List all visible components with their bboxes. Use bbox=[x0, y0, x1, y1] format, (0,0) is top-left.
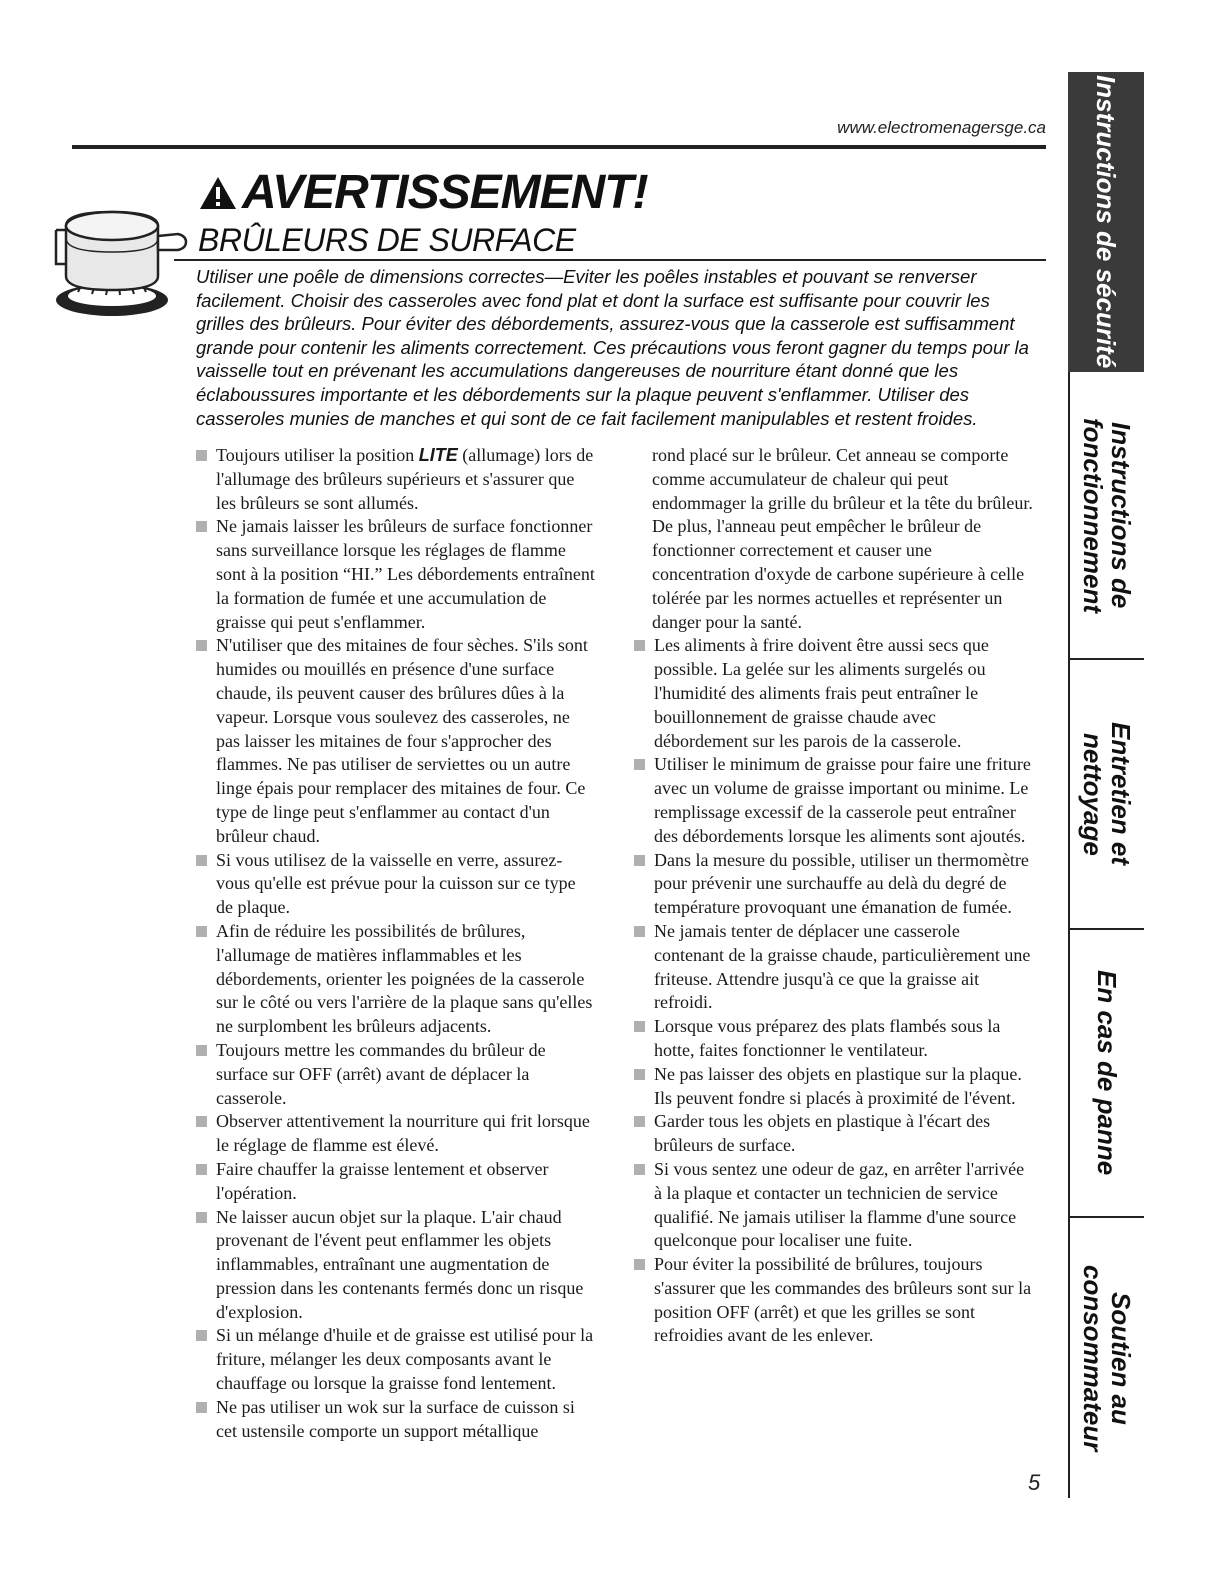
tab-label: Soutien au consommateur bbox=[1078, 1264, 1136, 1452]
page-number: 5 bbox=[1028, 1470, 1041, 1495]
warning-intro: Utiliser une poêle de dimensions correctes—Eviter les poêles instables et pouvant se renverser facilement. Choisir des casseroles avec fond plat et dont la surface est suffisante pour couvrir les grilles des brûleurs. Pour éviter des débordements, assurez-vous que la casserole est suffisamment grande pour contenir les aliments correctement. Ces précautions vous feront gagner du temps pour la vaisselle tout en prévenant les accumulations dangereuses de nourriture étant donné que les éclaboussures importante et les débordements sur la plaque peuvent s'enflammer. Utiliser des casseroles munies de manches et qui sont de ce fait facilement manipulables et restent froides. bbox=[196, 266, 1029, 429]
list-item-text: Toujours mettre les commandes du brûleur de surface sur OFF (arrêt) avant de déplacer la casserole. bbox=[216, 1039, 546, 1108]
bullet-square-icon bbox=[634, 640, 645, 651]
tab-troubleshooting[interactable] bbox=[1068, 930, 1144, 1216]
list-item-text: Ne jamais tenter de déplacer une casserole contenant de la graisse chaude, particulièrement une friteuse. Attendre jusqu'à ce que la graisse ait refroidi. bbox=[654, 920, 1031, 1013]
bullet-square-icon bbox=[196, 1116, 207, 1127]
list-item-text: Si un mélange d'huile et de graisse est utilisé pour la friture, mélanger les deux composants avant le chauffage ou lorsque la graisse fond lentement. bbox=[216, 1325, 594, 1394]
header-rule bbox=[72, 145, 1046, 149]
bullet-square-icon bbox=[196, 640, 207, 651]
subtitle-rule bbox=[174, 259, 1046, 261]
list-item-text: Si vous sentez une odeur de gaz, en arrêter l'arrivée à la plaque et contacter un technicien de service qualifié. Ne jamais utiliser la flamme d'une source quelconque pour localiser une fuite. bbox=[654, 1158, 1025, 1251]
list-item bbox=[196, 634, 596, 848]
list-item-continuation: rond placé sur le brûleur. Cet anneau se comporte comme accumulateur de chaleur qui peut endommager la grille du brûleur et la tête du brûleur. De plus, l'anneau peut empêcher le brûleur de fonctionner correctement et causer une concentration d'oxyde de carbone supérieure à celle tolérée par les normes actuelles et représenter un danger pour la santé. bbox=[652, 445, 1033, 632]
list-item bbox=[634, 920, 1034, 1015]
bullet-square-icon bbox=[196, 521, 207, 532]
bullet-square-icon bbox=[634, 855, 645, 866]
bullet-square-icon bbox=[196, 1330, 207, 1341]
list-item-text: Ne jamais laisser les brûleurs de surface fonctionner sans surveillance lorsque les réglages de flamme sont à la position “HI.” Les débordements entraînent la formation de fumée et une accumulation de graisse qui peut s'enflammer. bbox=[216, 516, 595, 632]
list-item bbox=[634, 1253, 1034, 1348]
list-item-text: Dans la mesure du possible, utiliser un thermomètre pour prévenir une surchauffe au delà du degré de température provoquant une émanation de fumée. bbox=[654, 849, 1029, 918]
section-tabs bbox=[1068, 72, 1144, 1498]
list-item bbox=[196, 849, 596, 920]
warning-title-text: AVERTISSEMENT! bbox=[242, 166, 648, 219]
warning-triangle-icon bbox=[198, 175, 238, 211]
bullet-square-icon bbox=[634, 1069, 645, 1080]
tab-care-and-cleaning[interactable] bbox=[1068, 660, 1144, 928]
bullet-square-icon bbox=[634, 759, 645, 770]
list-item-text: Garder tous les objets en plastique à l'écart des brûleurs de surface. bbox=[654, 1111, 991, 1156]
list-item bbox=[196, 444, 596, 515]
list-item-text: Ne pas laisser des objets en plastique sur la plaque. Ils peuvent fondre si placés à proximité de l'évent. bbox=[654, 1063, 1022, 1108]
list-item bbox=[634, 753, 1034, 848]
bullet-square-icon bbox=[196, 1045, 207, 1056]
list-item bbox=[196, 1206, 596, 1325]
list-item bbox=[634, 1110, 1034, 1158]
list-item bbox=[196, 1110, 596, 1158]
bullet-square-icon bbox=[634, 926, 645, 937]
list-item-text: Faire chauffer la graisse lentement et observer l'opération. bbox=[216, 1158, 549, 1203]
list-item bbox=[196, 1039, 596, 1110]
list-item bbox=[196, 515, 596, 634]
tab-label: En cas de panne bbox=[1092, 970, 1122, 1176]
list-item bbox=[634, 634, 1034, 753]
list-item-text: Afin de réduire les possibilités de brûlures, l'allumage de matières inflammables et les débordements, orienter les poignées de la casserole sur le côté ou vers l'arrière de la plaque sans qu'elles ne surplombent les brûleurs adjacents. bbox=[216, 920, 593, 1037]
bullet-square-icon bbox=[196, 450, 207, 461]
list-item bbox=[634, 1015, 1034, 1063]
list-item bbox=[196, 1324, 596, 1395]
list-item-text: Observer attentivement la nourriture qui frit lorsque le réglage de flamme est élevé. bbox=[216, 1111, 590, 1156]
tab-safety-instructions[interactable] bbox=[1068, 72, 1144, 372]
bullet-square-icon bbox=[634, 1116, 645, 1127]
left-column bbox=[196, 444, 596, 1443]
tab-label: Instructions de sécurité bbox=[1091, 75, 1121, 369]
bullet-square-icon bbox=[634, 1021, 645, 1032]
warning-header bbox=[198, 168, 648, 258]
tab-consumer-support[interactable] bbox=[1068, 1218, 1144, 1498]
tab-label: Instructions de fonctionnement bbox=[1078, 417, 1136, 613]
list-item bbox=[634, 1063, 1034, 1111]
bullet-square-icon bbox=[634, 1259, 645, 1270]
bullet-square-icon bbox=[634, 1164, 645, 1175]
right-column bbox=[634, 444, 1034, 1348]
list-item bbox=[196, 1158, 596, 1206]
list-item-text: Ne laisser aucun objet sur la plaque. L'air chaud provenant de l'évent peut enflammer les objets inflammables, entraînant une augmentation de pression dans les contenants fermés donc un risque d'explosion. bbox=[216, 1206, 584, 1322]
bullet-square-icon bbox=[196, 1164, 207, 1175]
list-item-text: Utiliser le minimum de graisse pour faire une friture avec un volume de graisse important ou minime. Le remplissage excessif de la casserole peut entraîner des débordements lorsque les aliments sont ajoutés. bbox=[654, 754, 1031, 846]
list-item bbox=[196, 920, 596, 1039]
website-url: www.electromenagersge.ca bbox=[837, 118, 1046, 137]
list-item-text: Pour éviter la possibilité de brûlures, toujours s'assurer que les commandes des brûleurs sont sur la position OFF (arrêt) et que les grilles se sont refroidies avant de les enlever. bbox=[654, 1254, 1032, 1346]
cooking-pot-icon bbox=[52, 192, 192, 322]
bullet-square-icon bbox=[196, 1402, 207, 1413]
list-item-text: N'utiliser que des mitaines de four sèches. S'ils sont humides ou mouillés en présence d'une surface chaude, ils peuvent causer des brûlures dûes à la vapeur. Lorsque vous soulevez des casseroles, ne pas laisser les mitaines de four s'approcher des flammes. Ne pas utiliser de serviettes ou un autre linge épais pour remplacer des mitaines de four. Ce type de linge peut s'enflammer au contact d'un brûleur chaud. bbox=[216, 635, 588, 846]
bullet-square-icon bbox=[196, 855, 207, 866]
list-item-text: Lorsque vous préparez des plats flambés sous la hotte, faites fonctionner le ventilateur. bbox=[654, 1016, 1001, 1060]
tab-operating-instructions[interactable] bbox=[1068, 372, 1144, 658]
list-item-text: Ne pas utiliser un wok sur la surface de cuisson si cet ustensile comporte un support métallique bbox=[216, 1396, 575, 1441]
bullet-square-icon bbox=[196, 1212, 207, 1223]
warning-title bbox=[198, 168, 648, 218]
list-item-text: Les aliments à frire doivent être aussi secs que possible. La gelée sur les aliments surgelés ou l'humidité des aliments frais peut entraîner le bouillonnement de graisse chaude avec débordement sur les parois de la casserole. bbox=[654, 635, 989, 751]
list-item bbox=[634, 849, 1034, 920]
list-item-text: (allumage) lors de l'allumage des brûleurs supérieurs et s'assurer que les brûleurs se sont allumés. bbox=[216, 445, 594, 513]
lite-label: LITE bbox=[418, 445, 458, 465]
list-item bbox=[196, 1396, 596, 1444]
warning-subtitle: BRÛLEURS DE SURFACE bbox=[198, 222, 576, 258]
list-item-text: Toujours utiliser la position bbox=[216, 445, 419, 465]
list-item bbox=[634, 1158, 1034, 1253]
tab-label: Entretien et nettoyage bbox=[1078, 722, 1136, 866]
list-item-text: Si vous utilisez de la vaisselle en verre, assurez-vous qu'elle est prévue pour la cuisson sur ce type de plaque. bbox=[216, 849, 576, 918]
bullet-square-icon bbox=[196, 926, 207, 937]
